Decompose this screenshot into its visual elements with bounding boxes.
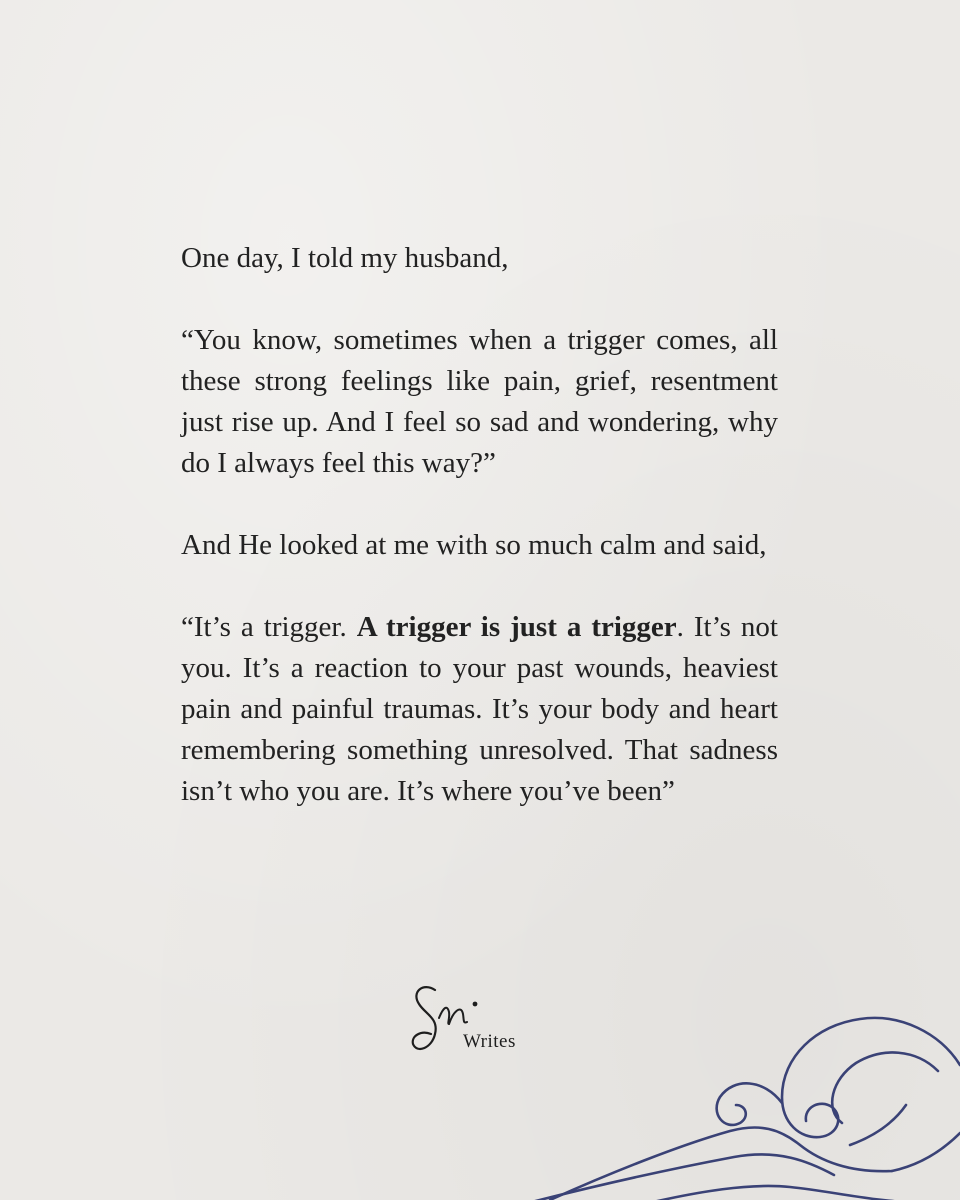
wave-icon	[520, 1005, 960, 1200]
poem-paragraph-3: And He looked at me with so much calm and said,	[181, 529, 767, 561]
poem-paragraph-2: “You know, sometimes when a trigger comes, all these strong feelings like pain, grief, resentment just rise up. And I feel so sad and wondering, why do I always feel this way?”	[181, 324, 778, 479]
poem-emphasis: A trigger is just a trigger	[356, 611, 677, 643]
signature-initials	[405, 978, 406, 979]
poem-text	[181, 238, 778, 812]
poem-paragraph-4	[181, 607, 778, 812]
poem-paragraph-1: One day, I told my husband,	[181, 242, 509, 274]
signature-subtitle: Writes	[463, 1031, 516, 1052]
poem-paragraph-4-end: . It’s not you. It’s a reaction to your past wounds, heaviest pain and painful traumas. It’s your body and heart remembering something unresolved. That sadness isn’t who you are. It’s where you’ve been”	[181, 611, 778, 807]
poem-paragraph-4-start: “It’s a trigger.	[181, 611, 357, 643]
